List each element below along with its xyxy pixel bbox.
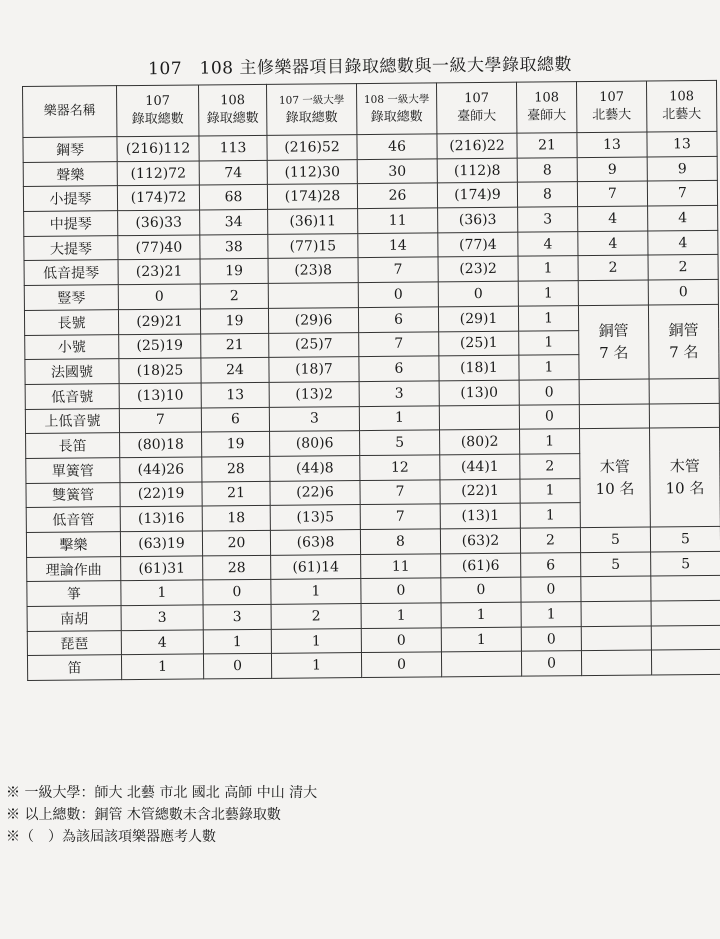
table-cell: (36)11 bbox=[268, 209, 358, 234]
table-cell: 4 bbox=[648, 230, 718, 255]
table-cell: 0 bbox=[519, 404, 579, 429]
table-cell: (61)14 bbox=[271, 554, 361, 579]
table-cell: 8 bbox=[517, 157, 577, 182]
instrument-cell: 箏 bbox=[27, 581, 121, 607]
table-cell: (36)3 bbox=[438, 207, 518, 232]
table-cell: 7 bbox=[647, 181, 717, 206]
table-cell: 12 bbox=[360, 455, 440, 480]
table-cell: 0 bbox=[519, 380, 579, 405]
table-cell: 13 bbox=[201, 382, 269, 407]
table-cell: 6 bbox=[521, 552, 581, 577]
table-cell: 5 bbox=[581, 552, 651, 577]
table-cell: 7 bbox=[360, 504, 440, 529]
merged-line: 7 名 bbox=[599, 344, 629, 363]
table-cell: (13)0 bbox=[439, 380, 519, 405]
table-cell: (22)1 bbox=[440, 479, 520, 504]
table-cell bbox=[581, 626, 651, 651]
admissions-table-wrapper bbox=[22, 80, 720, 681]
table-cell: 0 bbox=[203, 580, 271, 605]
table-cell bbox=[579, 379, 649, 404]
table-cell: 7 bbox=[577, 181, 647, 206]
instrument-cell: 南胡 bbox=[27, 606, 121, 632]
table-cell bbox=[581, 576, 651, 601]
footnote-parentheses: ※（ ）為該屆該項樂器應考人數 bbox=[6, 829, 216, 845]
table-cell: 19 bbox=[200, 308, 268, 333]
table-cell: 3 bbox=[269, 406, 359, 431]
table-row bbox=[27, 650, 720, 681]
table-cell: 3 bbox=[518, 207, 578, 232]
table-cell: 1 bbox=[361, 603, 441, 628]
table-cell: 0 bbox=[118, 284, 200, 309]
table-cell bbox=[651, 625, 720, 650]
table-cell: (174)72 bbox=[117, 185, 199, 210]
table-cell: 6 bbox=[359, 356, 439, 381]
table-cell: 113 bbox=[199, 135, 267, 160]
table-cell: 0 bbox=[648, 280, 718, 305]
table-cell: 7 bbox=[358, 257, 438, 282]
table-cell: (18)25 bbox=[119, 358, 201, 383]
table-cell: 5 bbox=[360, 430, 440, 455]
table-cell: 21 bbox=[517, 133, 577, 158]
instrument-cell: 聲樂 bbox=[23, 161, 117, 187]
table-cell: (112)72 bbox=[117, 161, 199, 186]
table-cell: 1 bbox=[359, 405, 439, 430]
header-108-total: 108 錄取總數 bbox=[198, 84, 266, 136]
instrument-cell: 法國號 bbox=[25, 359, 119, 385]
instrument-cell: 長笛 bbox=[26, 433, 120, 459]
woodwind-107-merged-cell bbox=[580, 428, 651, 527]
table-cell: 1 bbox=[441, 602, 521, 627]
table-cell: 9 bbox=[647, 156, 717, 181]
table-cell: 3 bbox=[203, 604, 271, 629]
table-cell: 74 bbox=[199, 160, 267, 185]
table-cell: 6 bbox=[358, 307, 438, 332]
table-cell: 28 bbox=[203, 555, 271, 580]
table-cell: (174)28 bbox=[267, 184, 357, 209]
table-cell bbox=[578, 280, 648, 305]
table-cell: 1 bbox=[121, 654, 203, 679]
table-cell: 20 bbox=[202, 530, 270, 555]
table-cell bbox=[651, 650, 720, 675]
header-108-ntnu: 108 臺師大 bbox=[516, 82, 576, 134]
table-cell: (80)18 bbox=[120, 432, 202, 457]
instrument-cell: 上低音號 bbox=[25, 408, 119, 434]
table-cell: (29)21 bbox=[118, 309, 200, 334]
table-cell: 4 bbox=[648, 205, 718, 230]
table-cell: 0 bbox=[521, 626, 581, 651]
table-cell: 1 bbox=[271, 628, 361, 653]
table-cell: (44)8 bbox=[270, 456, 360, 481]
page-title: 107 108 主修樂器項目錄取總數與一級大學錄取總數 bbox=[148, 54, 573, 80]
table-cell: 1 bbox=[518, 281, 578, 306]
table-cell: 1 bbox=[519, 330, 579, 355]
header-107-ntnu: 107 臺師大 bbox=[436, 82, 516, 134]
table-cell: (29)6 bbox=[268, 307, 358, 332]
table-cell: 1 bbox=[520, 429, 580, 454]
table-cell: (13)1 bbox=[440, 503, 520, 528]
table-cell: (61)31 bbox=[121, 556, 203, 581]
table-cell: 14 bbox=[358, 233, 438, 258]
table-cell: (77)15 bbox=[268, 233, 358, 258]
table-cell: (80)6 bbox=[270, 431, 360, 456]
table-cell: 1 bbox=[271, 579, 361, 604]
merged-line: 銅管 bbox=[598, 322, 629, 341]
woodwind-108-merged-cell bbox=[650, 428, 720, 527]
brass-107-merged-cell bbox=[578, 305, 649, 380]
table-cell: (63)2 bbox=[440, 528, 520, 553]
table-cell: 5 bbox=[650, 526, 720, 551]
table-cell: 1 bbox=[121, 580, 203, 605]
table-cell: 2 bbox=[520, 528, 580, 553]
table-cell: (61)6 bbox=[441, 553, 521, 578]
instrument-cell: 笛 bbox=[27, 655, 121, 681]
table-cell: 3 bbox=[359, 381, 439, 406]
table-cell: 1 bbox=[521, 602, 581, 627]
table-cell: (112)8 bbox=[437, 158, 517, 183]
instrument-cell: 雙簧管 bbox=[26, 482, 120, 508]
table-cell: 28 bbox=[202, 456, 270, 481]
table-cell: 1 bbox=[519, 355, 579, 380]
header-107-tnua: 107 北藝大 bbox=[576, 81, 646, 133]
table-cell: 3 bbox=[121, 605, 203, 630]
table-cell: (25)19 bbox=[119, 333, 201, 358]
merged-line: 銅管 bbox=[668, 321, 699, 340]
table-cell: 2 bbox=[648, 255, 718, 280]
table-cell: (112)30 bbox=[267, 159, 357, 184]
table-cell: 13 bbox=[577, 132, 647, 157]
brass-108-merged-cell bbox=[648, 304, 719, 379]
table-cell: 4 bbox=[518, 231, 578, 256]
table-cell: 0 bbox=[438, 281, 518, 306]
instrument-cell: 豎琴 bbox=[24, 285, 118, 311]
table-cell: 2 bbox=[578, 255, 648, 280]
table-cell bbox=[651, 576, 720, 601]
instrument-cell: 長號 bbox=[24, 309, 118, 335]
table-cell: 5 bbox=[580, 527, 650, 552]
table-cell: 1 bbox=[518, 256, 578, 281]
table-cell: 21 bbox=[201, 333, 269, 358]
merged-line: 10 名 bbox=[595, 479, 635, 499]
instrument-cell: 理論作曲 bbox=[27, 556, 121, 582]
table-cell: 7 bbox=[119, 408, 201, 433]
table-cell: 1 bbox=[271, 653, 361, 678]
table-cell: 0 bbox=[361, 628, 441, 653]
header-107-tier1: 107 一級大學 錄取總數 bbox=[266, 84, 356, 136]
instrument-cell: 鋼琴 bbox=[23, 137, 117, 163]
table-cell: (63)8 bbox=[270, 530, 360, 555]
table-cell: 38 bbox=[200, 234, 268, 259]
table-cell: (77)40 bbox=[118, 235, 200, 260]
table-cell: 21 bbox=[202, 481, 270, 506]
table-cell: 7 bbox=[360, 479, 440, 504]
table-cell: (216)22 bbox=[437, 133, 517, 158]
table-cell: 6 bbox=[201, 407, 269, 432]
header-107-total: 107 錄取總數 bbox=[117, 85, 199, 137]
table-cell bbox=[579, 404, 649, 429]
footnotes bbox=[6, 782, 317, 848]
table-cell: 19 bbox=[200, 259, 268, 284]
table-cell: (77)4 bbox=[438, 232, 518, 257]
admissions-table bbox=[22, 80, 720, 681]
table-cell: (25)1 bbox=[439, 331, 519, 356]
table-cell: 0 bbox=[203, 654, 271, 679]
table-cell: 7 bbox=[359, 331, 439, 356]
table-cell: 0 bbox=[441, 578, 521, 603]
table-cell: 0 bbox=[521, 651, 581, 676]
merged-line: 7 名 bbox=[669, 343, 699, 362]
instrument-cell: 中提琴 bbox=[24, 211, 118, 237]
table-cell: (13)5 bbox=[270, 505, 360, 530]
table-cell: 2 bbox=[271, 604, 361, 629]
table-cell: 34 bbox=[200, 209, 268, 234]
table-cell: (36)33 bbox=[118, 210, 200, 235]
table-cell: (25)7 bbox=[269, 332, 359, 357]
table-cell: 26 bbox=[357, 183, 437, 208]
table-cell: (22)6 bbox=[270, 480, 360, 505]
table-cell: (174)9 bbox=[437, 183, 517, 208]
merged-line: 10 名 bbox=[665, 479, 705, 498]
table-row bbox=[24, 304, 718, 335]
table-cell: 24 bbox=[201, 358, 269, 383]
table-cell: 11 bbox=[358, 208, 438, 233]
table-cell: (216)112 bbox=[117, 136, 199, 161]
header-108-tnua: 108 北藝大 bbox=[646, 80, 716, 132]
table-cell: 1 bbox=[520, 503, 580, 528]
table-cell: 8 bbox=[360, 529, 440, 554]
table-cell: 68 bbox=[199, 185, 267, 210]
table-cell: 8 bbox=[517, 182, 577, 207]
table-cell: (23)2 bbox=[438, 257, 518, 282]
table-cell: 18 bbox=[202, 506, 270, 531]
table-cell: 4 bbox=[121, 630, 203, 655]
table-cell bbox=[268, 283, 358, 308]
table-cell: 13 bbox=[647, 131, 717, 156]
table-cell: (44)26 bbox=[120, 457, 202, 482]
table-cell: 11 bbox=[361, 554, 441, 579]
table-cell bbox=[441, 652, 521, 677]
table-cell: 1 bbox=[441, 627, 521, 652]
table-cell: (13)2 bbox=[269, 381, 359, 406]
table-cell bbox=[649, 378, 719, 403]
header-row bbox=[23, 80, 717, 137]
table-cell: 1 bbox=[518, 305, 578, 330]
table-cell: 1 bbox=[203, 629, 271, 654]
table-cell: 2 bbox=[200, 283, 268, 308]
table-cell: 9 bbox=[577, 157, 647, 182]
instrument-cell: 擊樂 bbox=[26, 532, 120, 558]
table-cell: 0 bbox=[521, 577, 581, 602]
table-cell: (44)1 bbox=[440, 454, 520, 479]
merged-line: 木管 bbox=[599, 457, 630, 477]
table-cell bbox=[439, 405, 519, 430]
table-cell: (23)8 bbox=[268, 258, 358, 283]
table-cell: 5 bbox=[651, 551, 720, 576]
table-cell bbox=[581, 601, 651, 626]
table-cell: 2 bbox=[520, 454, 580, 479]
instrument-cell: 小提琴 bbox=[23, 186, 117, 212]
table-cell: 1 bbox=[520, 478, 580, 503]
table-cell: (18)1 bbox=[439, 355, 519, 380]
table-cell: 46 bbox=[357, 134, 437, 159]
table-cell: (216)52 bbox=[267, 135, 357, 160]
table-cell: 19 bbox=[202, 432, 270, 457]
footnote-tier1-universities: ※ 一級大學：師大 北藝 市北 國北 高師 中山 清大 bbox=[6, 785, 318, 801]
table-cell: (22)19 bbox=[120, 482, 202, 507]
table-cell: 30 bbox=[357, 159, 437, 184]
table-cell bbox=[581, 650, 651, 675]
header-108-tier1: 108 一級大學 錄取總數 bbox=[356, 83, 436, 135]
table-cell: (23)21 bbox=[118, 259, 200, 284]
table-cell: (29)1 bbox=[438, 306, 518, 331]
table-row bbox=[26, 428, 720, 459]
table-cell: 4 bbox=[578, 206, 648, 231]
table-cell: 0 bbox=[358, 282, 438, 307]
table-cell: (18)7 bbox=[269, 357, 359, 382]
table-cell: (13)16 bbox=[120, 506, 202, 531]
header-instrument: 樂器名稱 bbox=[23, 86, 117, 138]
table-cell: 0 bbox=[361, 652, 441, 677]
table-cell: (63)19 bbox=[120, 531, 202, 556]
table-cell: (80)2 bbox=[440, 429, 520, 454]
instrument-cell: 小號 bbox=[25, 334, 119, 360]
merged-line: 木管 bbox=[669, 457, 700, 476]
instrument-cell: 琵琶 bbox=[27, 630, 121, 656]
footnote-totals: ※ 以上總數：銅管 木管總數未含北藝錄取數 bbox=[6, 807, 281, 823]
instrument-cell: 低音號 bbox=[25, 384, 119, 410]
table-cell: 0 bbox=[361, 578, 441, 603]
table-cell bbox=[651, 600, 720, 625]
table-cell: (13)10 bbox=[119, 383, 201, 408]
table-cell bbox=[649, 403, 719, 428]
table-cell: 4 bbox=[578, 231, 648, 256]
instrument-cell: 低音提琴 bbox=[24, 260, 118, 286]
instrument-cell: 大提琴 bbox=[24, 235, 118, 261]
instrument-cell: 單簧管 bbox=[26, 458, 120, 484]
instrument-cell: 低音管 bbox=[26, 507, 120, 533]
